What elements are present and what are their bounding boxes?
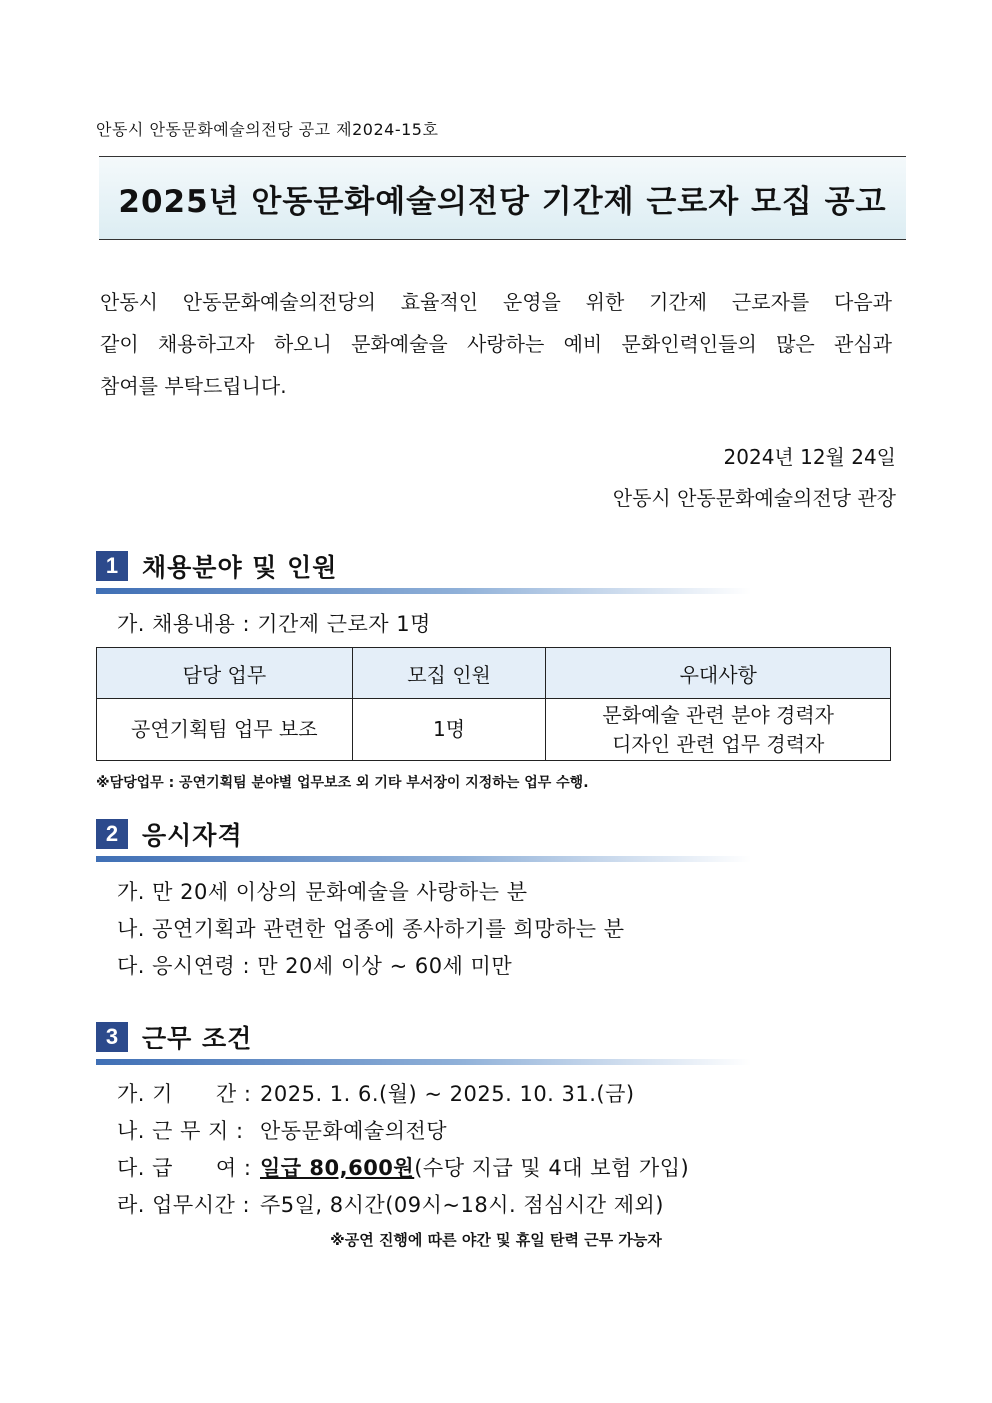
- work-place-label: 나. 근 무 지 :: [117, 1119, 244, 1143]
- section-1-title: 채용분야 및 인원: [142, 553, 338, 582]
- section-2-number: 2: [96, 819, 128, 849]
- intro-line-2: 같이 채용하고자 하오니 문화예술을 사랑하는 예비 문화인력인들의 많은 관심과: [100, 332, 892, 356]
- header-count: 모집 인원: [352, 648, 546, 699]
- work-footnote: ※공연 진행에 따른 야간 및 휴일 탄력 근무 가능자: [330, 1231, 662, 1249]
- work-pay: [117, 1152, 689, 1182]
- section-3-rule: [96, 1059, 751, 1065]
- table-row: [97, 699, 891, 761]
- qualification-item: 나. 공연기획과 관련한 업종에 종사하기를 희망하는 분: [117, 917, 625, 941]
- table-header-row: [97, 648, 891, 699]
- recruit-content: 가. 채용내용 : 기간제 근로자 1명: [117, 612, 431, 636]
- section-2-rule: [96, 856, 751, 862]
- recruit-table: [96, 647, 891, 761]
- notice-date: 2024년 12월 24일: [723, 445, 896, 469]
- header-preference: 우대사항: [546, 648, 891, 699]
- work-hours: [117, 1189, 664, 1219]
- cell-preference: [546, 699, 891, 761]
- section-3-title: 근무 조건: [142, 1024, 253, 1053]
- qualification-item: 다. 응시연령 : 만 20세 이상 ~ 60세 미만: [117, 954, 513, 978]
- pay-note: (수당 지급 및 4대 보험 가입): [414, 1156, 690, 1180]
- preference-1: 문화예술 관련 분야 경력자: [602, 702, 834, 727]
- work-hours-label: 라. 업무시간 :: [117, 1193, 251, 1217]
- section-2-title: 응시자격: [142, 821, 243, 850]
- page-title: 2025년 안동문화예술의전당 기간제 근로자 모집 공고: [118, 183, 887, 220]
- intro-line-1: 안동시 안동문화예술의전당의 효율적인 운영을 위한 기간제 근로자를 다음과: [100, 290, 892, 314]
- work-hours-value: 주5일, 8시간(09시~18시. 점심시간 제외): [260, 1193, 664, 1217]
- work-place-value: 안동문화예술의전당: [260, 1119, 448, 1143]
- intro-line-3: 참여를 부탁드립니다.: [100, 374, 287, 398]
- intro-paragraph: [100, 281, 892, 407]
- notice-number: 안동시 안동문화예술의전당 공고 제2024-15호: [96, 120, 439, 139]
- cell-count: 1명: [352, 699, 546, 761]
- cell-duty: 공연기획팀 업무 보조: [97, 699, 353, 761]
- title-banner: [99, 156, 906, 240]
- work-period: [117, 1078, 635, 1108]
- preference-2: 디자인 관련 업무 경력자: [612, 731, 825, 756]
- work-pay-label: 다. 급 여 :: [117, 1156, 252, 1180]
- section-1-header: [96, 546, 337, 586]
- work-period-value: 2025. 1. 6.(월) ~ 2025. 10. 31.(금): [260, 1082, 635, 1106]
- header-duty: 담당 업무: [97, 648, 353, 699]
- issuer: 안동시 안동문화예술의전당 관장: [612, 486, 896, 510]
- qualification-item: 가. 만 20세 이상의 문화예술을 사랑하는 분: [117, 880, 528, 904]
- section-2-header: [96, 814, 243, 854]
- section-1-number: 1: [96, 551, 128, 581]
- daily-wage: 일급 80,600원: [260, 1156, 415, 1180]
- duty-footnote: ※담당업무 : 공연기획팀 분야별 업무보조 외 기타 부서장이 지정하는 업무 수행.: [96, 775, 589, 791]
- work-period-label: 가. 기 간 :: [117, 1082, 252, 1106]
- section-1-rule: [96, 588, 751, 594]
- section-3-header: [96, 1017, 252, 1057]
- section-3-number: 3: [96, 1022, 128, 1052]
- work-place: [117, 1115, 447, 1145]
